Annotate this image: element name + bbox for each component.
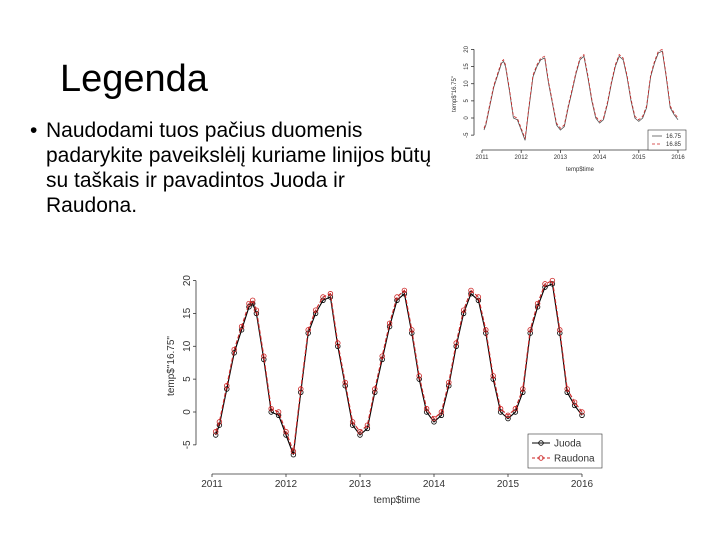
y-tick-label: 15 <box>464 63 470 70</box>
x-tick-label: 2013 <box>348 479 372 490</box>
y-tick-label: 10 <box>464 80 470 88</box>
x-tick-label: 2012 <box>274 479 298 490</box>
x-tick-label: 2015 <box>632 155 646 161</box>
y-tick-label: 15 <box>182 307 193 319</box>
x-tick-label: 2012 <box>514 155 528 161</box>
y-tick-label: -5 <box>182 440 193 450</box>
x-tick-label: 2014 <box>422 479 446 490</box>
series-line-raudona <box>216 281 582 452</box>
y-tick-label: 5 <box>182 376 193 382</box>
series-line-16.75 <box>484 51 678 140</box>
y-tick-label: 10 <box>182 340 193 352</box>
legend-label-raudona: Raudona <box>554 453 595 465</box>
x-tick-label: 2014 <box>592 155 607 161</box>
x-tick-label: 2011 <box>475 155 489 161</box>
legend-label-16.85: 16.85 <box>666 142 682 149</box>
slide-title: Legenda <box>60 58 208 100</box>
data-point-raudona <box>476 295 481 300</box>
data-point-raudona <box>250 298 255 303</box>
y-tick-label: 20 <box>464 46 470 53</box>
y-tick-label: 5 <box>464 99 470 103</box>
series-line-juoda <box>216 284 582 455</box>
y-tick-label: -5 <box>464 132 470 138</box>
x-axis-title: temp$time <box>565 167 595 173</box>
y-axis-title: temp$"16.75" <box>452 76 458 112</box>
x-tick-label: 2016 <box>671 155 685 161</box>
thumbnail-chart <box>448 40 688 180</box>
bullet-text: Naudodami tuos pačius duomenis padarykite paveikslėlį kuriame linijos būtų su taškais ir pavadintos Juoda ir Raudona. <box>46 119 432 217</box>
series-line-16.85 <box>484 49 678 138</box>
x-tick-label: 2016 <box>570 479 594 490</box>
main-chart <box>150 262 605 524</box>
legend-label-16.75: 16.75 <box>666 134 682 141</box>
x-axis-title: temp$time <box>373 495 421 506</box>
y-tick-label: 0 <box>464 116 470 120</box>
bullet-symbol: • <box>30 119 38 142</box>
y-tick-label: 0 <box>182 409 193 415</box>
x-tick-label: 2015 <box>496 479 520 490</box>
legend-label-juoda: Juoda <box>554 438 582 450</box>
y-axis-title: temp$"16.75" <box>166 336 177 396</box>
y-tick-label: 20 <box>182 275 193 287</box>
x-tick-label: 2013 <box>553 155 568 161</box>
bullet-block <box>30 118 440 218</box>
x-tick-label: 2011 <box>201 479 223 490</box>
